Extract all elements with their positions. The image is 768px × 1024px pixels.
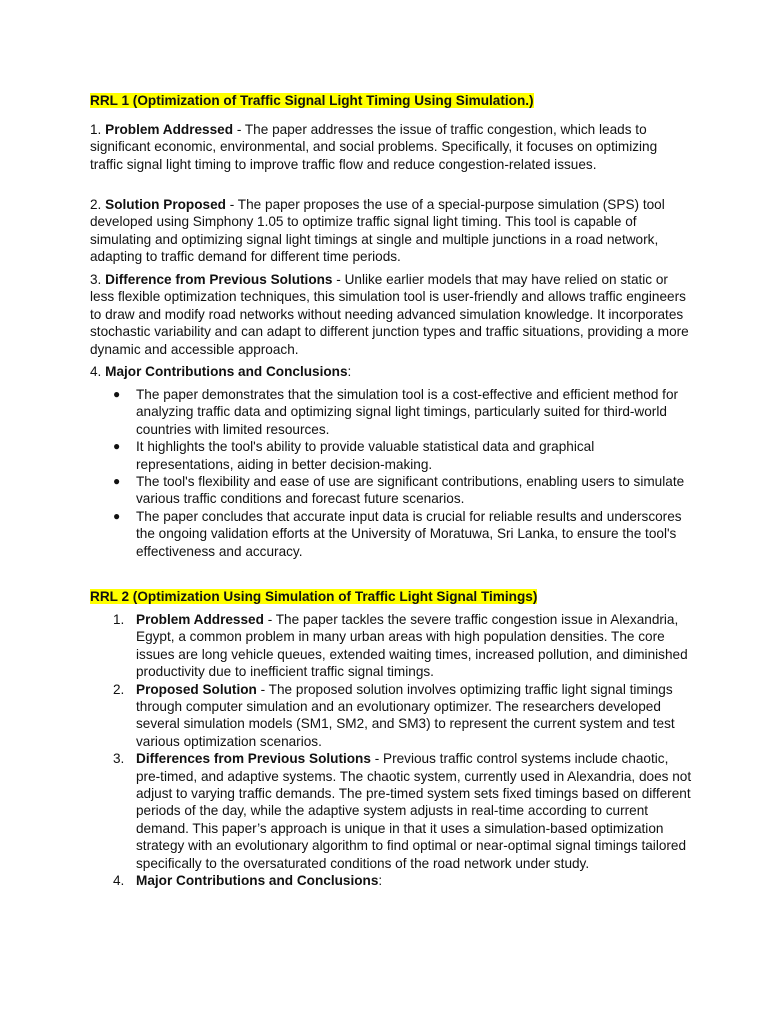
rrl1-item-4: 4. Major Contributions and Conclusions: bbox=[90, 364, 352, 379]
list-item: ● The paper concludes that accurate input data is crucial for reliable results and underscores the ongoing validation efforts at the University of Moratuwa, Sri Lanka, to ensure the tool's effectiveness and accuracy. bbox=[113, 508, 682, 559]
rrl2-heading: RRL 2 (Optimization Using Simulation of Traffic Light Signal Timings) bbox=[90, 589, 538, 604]
list-item: ● The paper demonstrates that the simulation tool is a cost-effective and efficient method for analyzing traffic data and optimizing signal light timings, particularly suited for third-world countries with limited resources. bbox=[113, 387, 679, 437]
rrl2-numbered-list bbox=[110, 611, 695, 890]
rrl1-item-1: 1. Problem Addressed - The paper addresses the issue of traffic congestion, which leads to significant economic, environmental, and social problems. Specifically, it focuses on optimizing traffic signal light timing to improve traffic flow and reduce congestion-related issues. bbox=[90, 122, 658, 172]
rrl1-item-3-label: Difference from Previous Solutions bbox=[105, 272, 333, 287]
rrl1-item-1-label: Problem Addressed bbox=[105, 122, 234, 137]
bullet-icon: ● bbox=[113, 474, 121, 489]
list-item: 3. Differences from Previous Solutions - Previous traffic control systems include chaotic, pre-timed, and adaptive systems. The chaotic system, currently used in Alexandria, does not adjust to varying traffic demands. The pre-timed system sets fixed timings based on different periods of the day, while the adaptive system adjusts in real-time according to current demand. This paper’s approach is unique in that it uses a simulation-based optimization strategy with an evolutionary algorithm to find optimal or near-optimal signal timings tailored specifically to the oversaturated conditions of the road network under study. bbox=[113, 751, 692, 871]
bullet-icon: ● bbox=[113, 387, 121, 401]
list-item: 2. Proposed Solution - The proposed solution involves optimizing traffic light signal timings through computer simulation and an evolutionary optimizer. The researchers developed several simulation models (SM1, SM2, and SM3) to represent the current system and test various optimization scenarios. bbox=[113, 681, 675, 749]
rrl1-item-4-label: Major Contributions and Conclusions bbox=[105, 364, 348, 379]
list-item: ● It highlights the tool's ability to provide valuable statistical data and graphical representations, aiding in better decision-making. bbox=[113, 439, 595, 472]
list-item: ● The tool's flexibility and ease of use are significant contributions, enabling users to simulate various traffic conditions and forecast future scenarios. bbox=[113, 474, 685, 507]
list-item: 1. Problem Addressed - The paper tackles the severe traffic congestion issue in Alexandria, Egypt, a common problem in many urban areas with high population densities. The core issues are long vehicle queues, extended waiting times, increased pollution, and diminished productivity due to inefficient traffic signal timings. bbox=[113, 612, 688, 680]
rrl1-item-2: 2. Solution Proposed - The paper proposes the use of a special-purpose simulation (SPS) tool developed using Simphony 1.05 to optimize traffic signal light timing. This tool is capable of simulating and optimizing signal light timings at single and multiple junctions in a road network, adapting to traffic demand for different time periods. bbox=[90, 197, 665, 265]
rrl1-item-3: 3. Difference from Previous Solutions - Unlike earlier models that may have relied on static or less flexible optimization techniques, this simulation tool is user-friendly and allows traffic engineers to draw and modify road networks without needing advanced simulation knowledge. It incorporates stochastic variability and can adapt to different junction types and traffic situations, providing a more dynamic and accessible approach. bbox=[90, 272, 689, 357]
bullet-icon: ● bbox=[113, 508, 121, 523]
list-item: 4. Major Contributions and Conclusions: bbox=[113, 873, 383, 889]
rrl1-item-2-label: Solution Proposed bbox=[105, 197, 226, 212]
rrl1-bullet-list bbox=[110, 386, 695, 560]
bullet-icon: ● bbox=[113, 439, 121, 454]
rrl1-heading: RRL 1 (Optimization of Traffic Signal Light Timing Using Simulation.) bbox=[90, 93, 534, 108]
